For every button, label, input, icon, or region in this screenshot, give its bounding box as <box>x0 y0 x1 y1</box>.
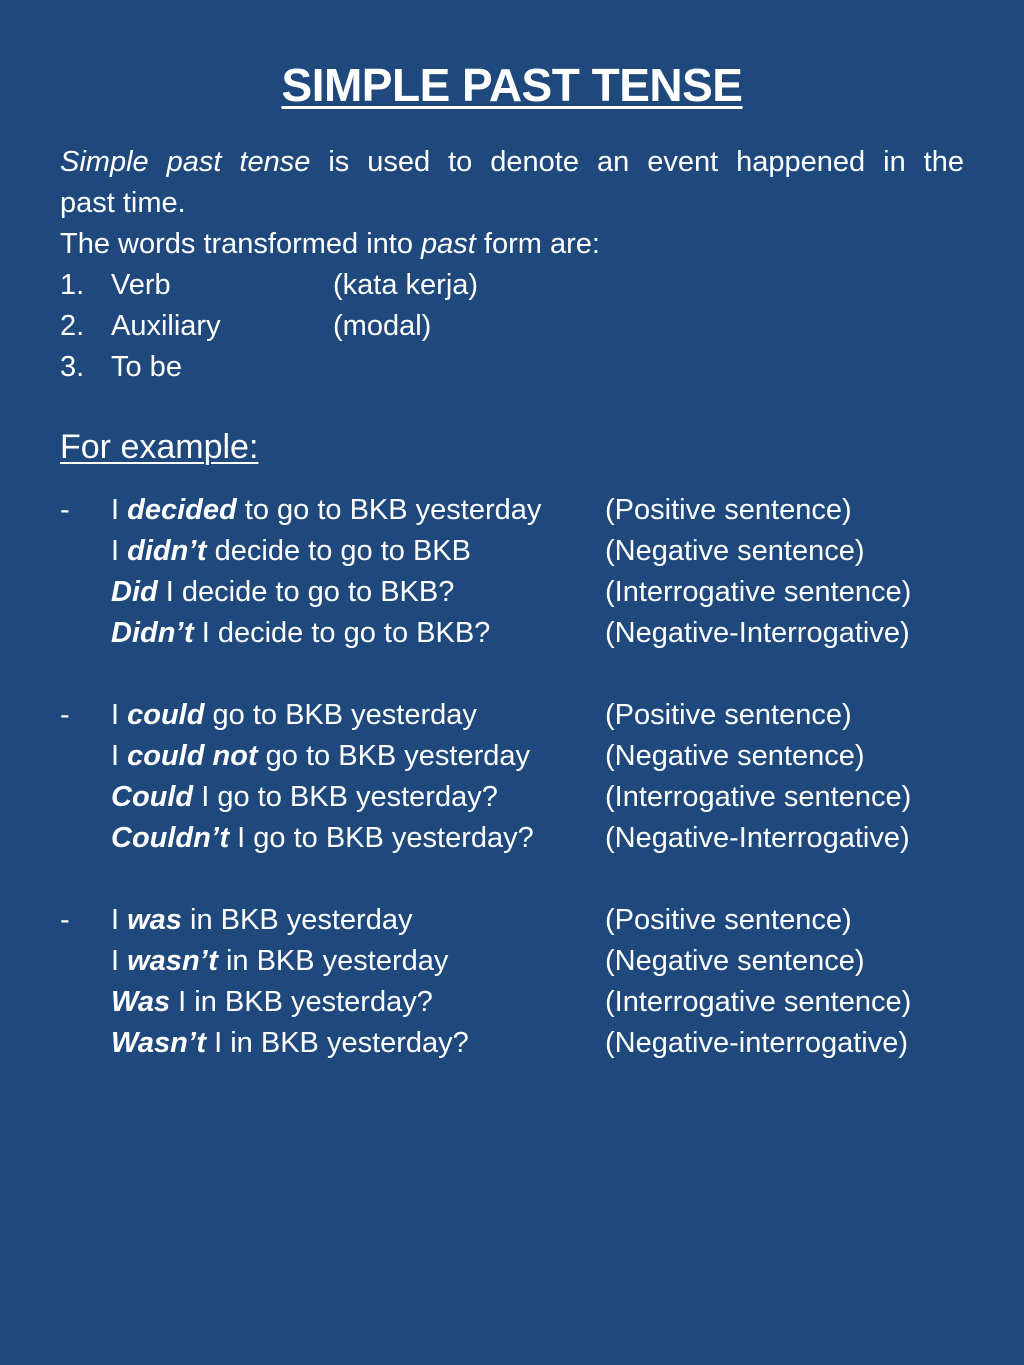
word-type-list <box>60 265 964 388</box>
bullet-dash <box>60 531 111 572</box>
example-row <box>60 941 964 982</box>
list-term: Verb <box>111 269 171 301</box>
bullet-dash <box>60 941 111 982</box>
example-row <box>60 982 964 1023</box>
example-group <box>60 695 964 859</box>
sentence-keyword: Couldn’t <box>111 822 230 854</box>
example-row <box>60 572 964 613</box>
bullet-dash <box>60 572 111 613</box>
sentence-type-label: (Negative sentence) <box>605 535 865 567</box>
sentence-rest: I in BKB yesterday? <box>206 1027 469 1059</box>
list-item <box>60 265 964 306</box>
intro-paragraph <box>60 142 964 224</box>
intro-line-3 <box>60 224 964 265</box>
example-sentence <box>111 490 605 531</box>
bullet-dash <box>60 613 111 654</box>
example-sentence <box>111 777 605 818</box>
example-sentence <box>111 531 605 572</box>
sentence-prefix: I <box>111 904 128 936</box>
sentence-keyword: Did <box>111 576 158 608</box>
example-sentence <box>111 695 605 736</box>
bullet-dash: - <box>60 904 70 936</box>
example-row <box>60 1023 964 1064</box>
sentence-rest: go to BKB yesterday <box>257 740 531 772</box>
bullet-dash <box>60 982 111 1023</box>
sentence-keyword: Was <box>111 986 171 1018</box>
intro-italic-term: Simple past tense <box>60 146 311 178</box>
sentence-keyword: Wasn’t <box>111 1027 207 1059</box>
sentence-prefix: I <box>111 535 128 567</box>
bullet-dash <box>60 777 111 818</box>
sentence-type-label: (Interrogative sentence) <box>605 781 912 813</box>
sentence-type-label: (Negative-Interrogative) <box>605 822 910 854</box>
sentence-rest: to go to BKB yesterday <box>236 494 542 526</box>
sentence-prefix: I <box>111 699 128 731</box>
sentence-rest: go to BKB yesterday <box>204 699 477 731</box>
bullet-dash <box>60 818 111 859</box>
example-row <box>60 695 964 736</box>
sentence-keyword: was <box>127 904 182 936</box>
example-sentence <box>111 572 605 613</box>
example-sentence <box>111 900 605 941</box>
intro-line-3-before: The words transformed into <box>60 228 422 260</box>
page-title: SIMPLE PAST TENSE <box>281 59 743 111</box>
intro-line-3-after: form are: <box>475 228 600 260</box>
sentence-keyword: could <box>127 699 205 731</box>
list-note: (kata kerja) <box>333 269 479 301</box>
example-row <box>60 736 964 777</box>
list-number: 2. <box>60 310 85 342</box>
sentence-type-label: (Negative sentence) <box>605 945 865 977</box>
list-note: (modal) <box>333 310 432 342</box>
example-sentence <box>111 613 605 654</box>
sentence-type-label: (Interrogative sentence) <box>605 986 912 1018</box>
sentence-prefix: I <box>111 494 128 526</box>
sentence-keyword: could not <box>127 740 258 772</box>
example-group <box>60 900 964 1064</box>
sentence-rest: in BKB yesterday <box>217 945 449 977</box>
sentence-rest: decide to go to BKB <box>206 535 471 567</box>
list-term: To be <box>111 351 182 383</box>
sentence-keyword: Didn’t <box>111 617 194 649</box>
example-row <box>60 531 964 572</box>
sentence-rest: I in BKB yesterday? <box>170 986 433 1018</box>
sentence-rest: I decide to go to BKB? <box>193 617 491 649</box>
bullet-dash: - <box>60 494 70 526</box>
example-row <box>60 900 964 941</box>
sentence-keyword: decided <box>127 494 237 526</box>
example-row <box>60 777 964 818</box>
intro-block <box>60 142 964 388</box>
intro-line-2: past time. <box>60 187 186 219</box>
sentence-prefix: I <box>111 945 128 977</box>
bullet-dash <box>60 736 111 777</box>
sentence-rest: I go to BKB yesterday? <box>193 781 498 813</box>
intro-line-1 <box>60 142 964 183</box>
bullet-dash: - <box>60 699 70 731</box>
sentence-keyword: wasn’t <box>127 945 218 977</box>
list-item <box>60 347 964 388</box>
list-term: Auxiliary <box>111 310 221 342</box>
example-sentence <box>111 1023 605 1064</box>
example-sentence <box>111 736 605 777</box>
list-number: 1. <box>60 269 85 301</box>
list-number: 3. <box>60 351 85 383</box>
intro-line-1-rest: is used to denote an event happened in the <box>310 146 964 178</box>
sentence-type-label: (Negative-interrogative) <box>605 1027 909 1059</box>
sentence-type-label: (Negative-Interrogative) <box>605 617 910 649</box>
bullet-dash <box>60 1023 111 1064</box>
sentence-rest: I decide to go to BKB? <box>157 576 455 608</box>
sentence-type-label: (Positive sentence) <box>605 494 852 526</box>
sentence-type-label: (Negative sentence) <box>605 740 865 772</box>
sentence-type-label: (Interrogative sentence) <box>605 576 912 608</box>
sentence-rest: in BKB yesterday <box>181 904 413 936</box>
example-row <box>60 490 964 531</box>
sentence-prefix: I <box>111 740 128 772</box>
list-item <box>60 306 964 347</box>
sentence-type-label: (Positive sentence) <box>605 904 852 936</box>
sentence-rest: I go to BKB yesterday? <box>229 822 534 854</box>
example-sentence <box>111 982 605 1023</box>
example-group <box>60 490 964 654</box>
example-sentence <box>111 941 605 982</box>
sentence-keyword: Could <box>111 781 194 813</box>
example-groups <box>60 490 964 1105</box>
example-sentence <box>111 818 605 859</box>
sentence-keyword: didn’t <box>127 535 207 567</box>
intro-line-3-italic: past <box>421 228 476 260</box>
example-row <box>60 818 964 859</box>
example-row <box>60 613 964 654</box>
example-heading: For example: <box>60 428 259 466</box>
sentence-type-label: (Positive sentence) <box>605 699 852 731</box>
